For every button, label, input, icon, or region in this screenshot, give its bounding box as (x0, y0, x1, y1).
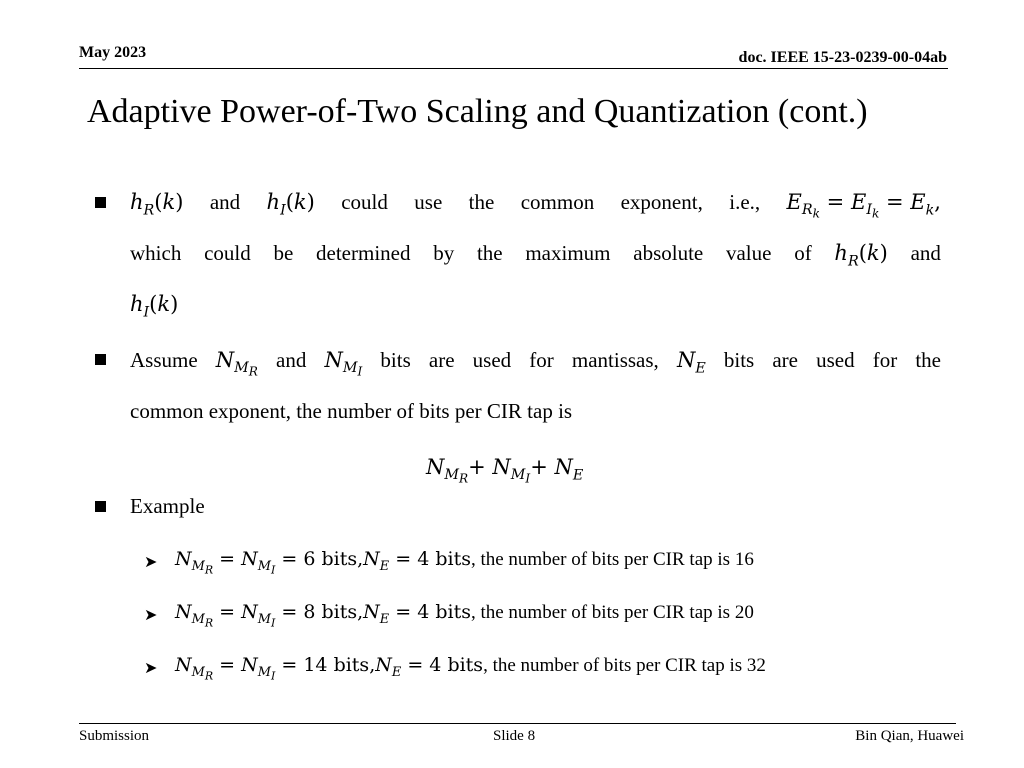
math-hR-k: $h_R(k)$ (130, 190, 184, 219)
math-hR-k: $h_R(k)$ (834, 241, 888, 270)
bullet1-line1 (130, 190, 941, 222)
word: used (472, 348, 512, 372)
word: bits (380, 348, 411, 372)
bullet2-line2: common exponent, the number of bits per CIR tap is (130, 399, 573, 423)
word: be (273, 241, 294, 265)
math-hI-k: $h_I(k)$ (130, 292, 179, 321)
bullet-square-icon (95, 501, 106, 512)
word: absolute (633, 241, 704, 265)
word: are (428, 348, 455, 372)
word: for (872, 348, 898, 372)
footer-slide-number: Slide 8 (493, 728, 536, 744)
word: mantissas, (571, 348, 659, 372)
word: and (209, 190, 241, 214)
math-NE: $N_E$ (676, 348, 706, 377)
word: could (341, 190, 388, 214)
math-NMR: $N_{M_R}$ (215, 348, 258, 380)
word: the (915, 348, 941, 372)
bullet3-label: Example (130, 494, 205, 518)
slide-title: Adaptive Power-of-Two Scaling and Quantization (cont.) (87, 93, 868, 130)
math-hI-k: $h_I(k)$ (266, 190, 315, 219)
bullet-square-icon (95, 197, 106, 208)
example-item: $N_{M_R} = N_{M_I} = 8$ $bits,N_E = 4$ bits, the number of bits per CIR tap is 20 (175, 601, 754, 630)
header-doc-id: doc. IEEE 15-23-0239-00-04ab (738, 49, 947, 66)
word: i.e., (729, 190, 761, 214)
word: used (816, 348, 855, 372)
example-item: $N_{M_R} = N_{M_I} = 6$ $bits,N_E = 4$ bits, the number of bits per CIR tap is 16 (175, 548, 754, 577)
footer-divider (79, 723, 956, 724)
word: and (276, 348, 307, 372)
bits-per-tap-formula: $N_{M_R}+ N_{M_I}+ N_E$ (426, 455, 584, 487)
word: of (794, 241, 812, 265)
footer-author: Bin Qian, Huawei (855, 728, 964, 744)
word: are (772, 348, 798, 372)
arrow-bullet-icon: ➤ (144, 660, 158, 677)
word: the (476, 241, 503, 265)
bullet-square-icon (95, 354, 106, 365)
word: which (130, 241, 182, 265)
word: bits (723, 348, 755, 372)
header-divider (79, 68, 948, 69)
math-common-exponent-eq: $E_{R_k} = E_{I_k} = E_k$, (786, 190, 941, 222)
word: Assume (130, 348, 198, 372)
example-item: $N_{M_R} = N_{M_I} = 14$ $bits,N_E = 4$ bits, the number of bits per CIR tap is 32 (175, 654, 766, 683)
word: for (529, 348, 554, 372)
word: by (433, 241, 455, 265)
word: determined (316, 241, 411, 265)
word: exponent, (620, 190, 703, 214)
bullet2-line1 (130, 348, 941, 380)
arrow-bullet-icon: ➤ (144, 607, 158, 624)
word: value (725, 241, 772, 265)
math-NMI: $N_{M_I}$ (324, 348, 363, 380)
word: the (468, 190, 495, 214)
word: and (910, 241, 941, 265)
bullet1-line2 (130, 241, 941, 270)
word: use (414, 190, 443, 214)
word: maximum (525, 241, 611, 265)
header-date: May 2023 (79, 44, 147, 61)
word: could (204, 241, 251, 265)
arrow-bullet-icon: ➤ (144, 554, 158, 571)
bullet1-line3 (130, 292, 179, 321)
footer-submission: Submission (79, 728, 150, 744)
word: common (520, 190, 595, 214)
